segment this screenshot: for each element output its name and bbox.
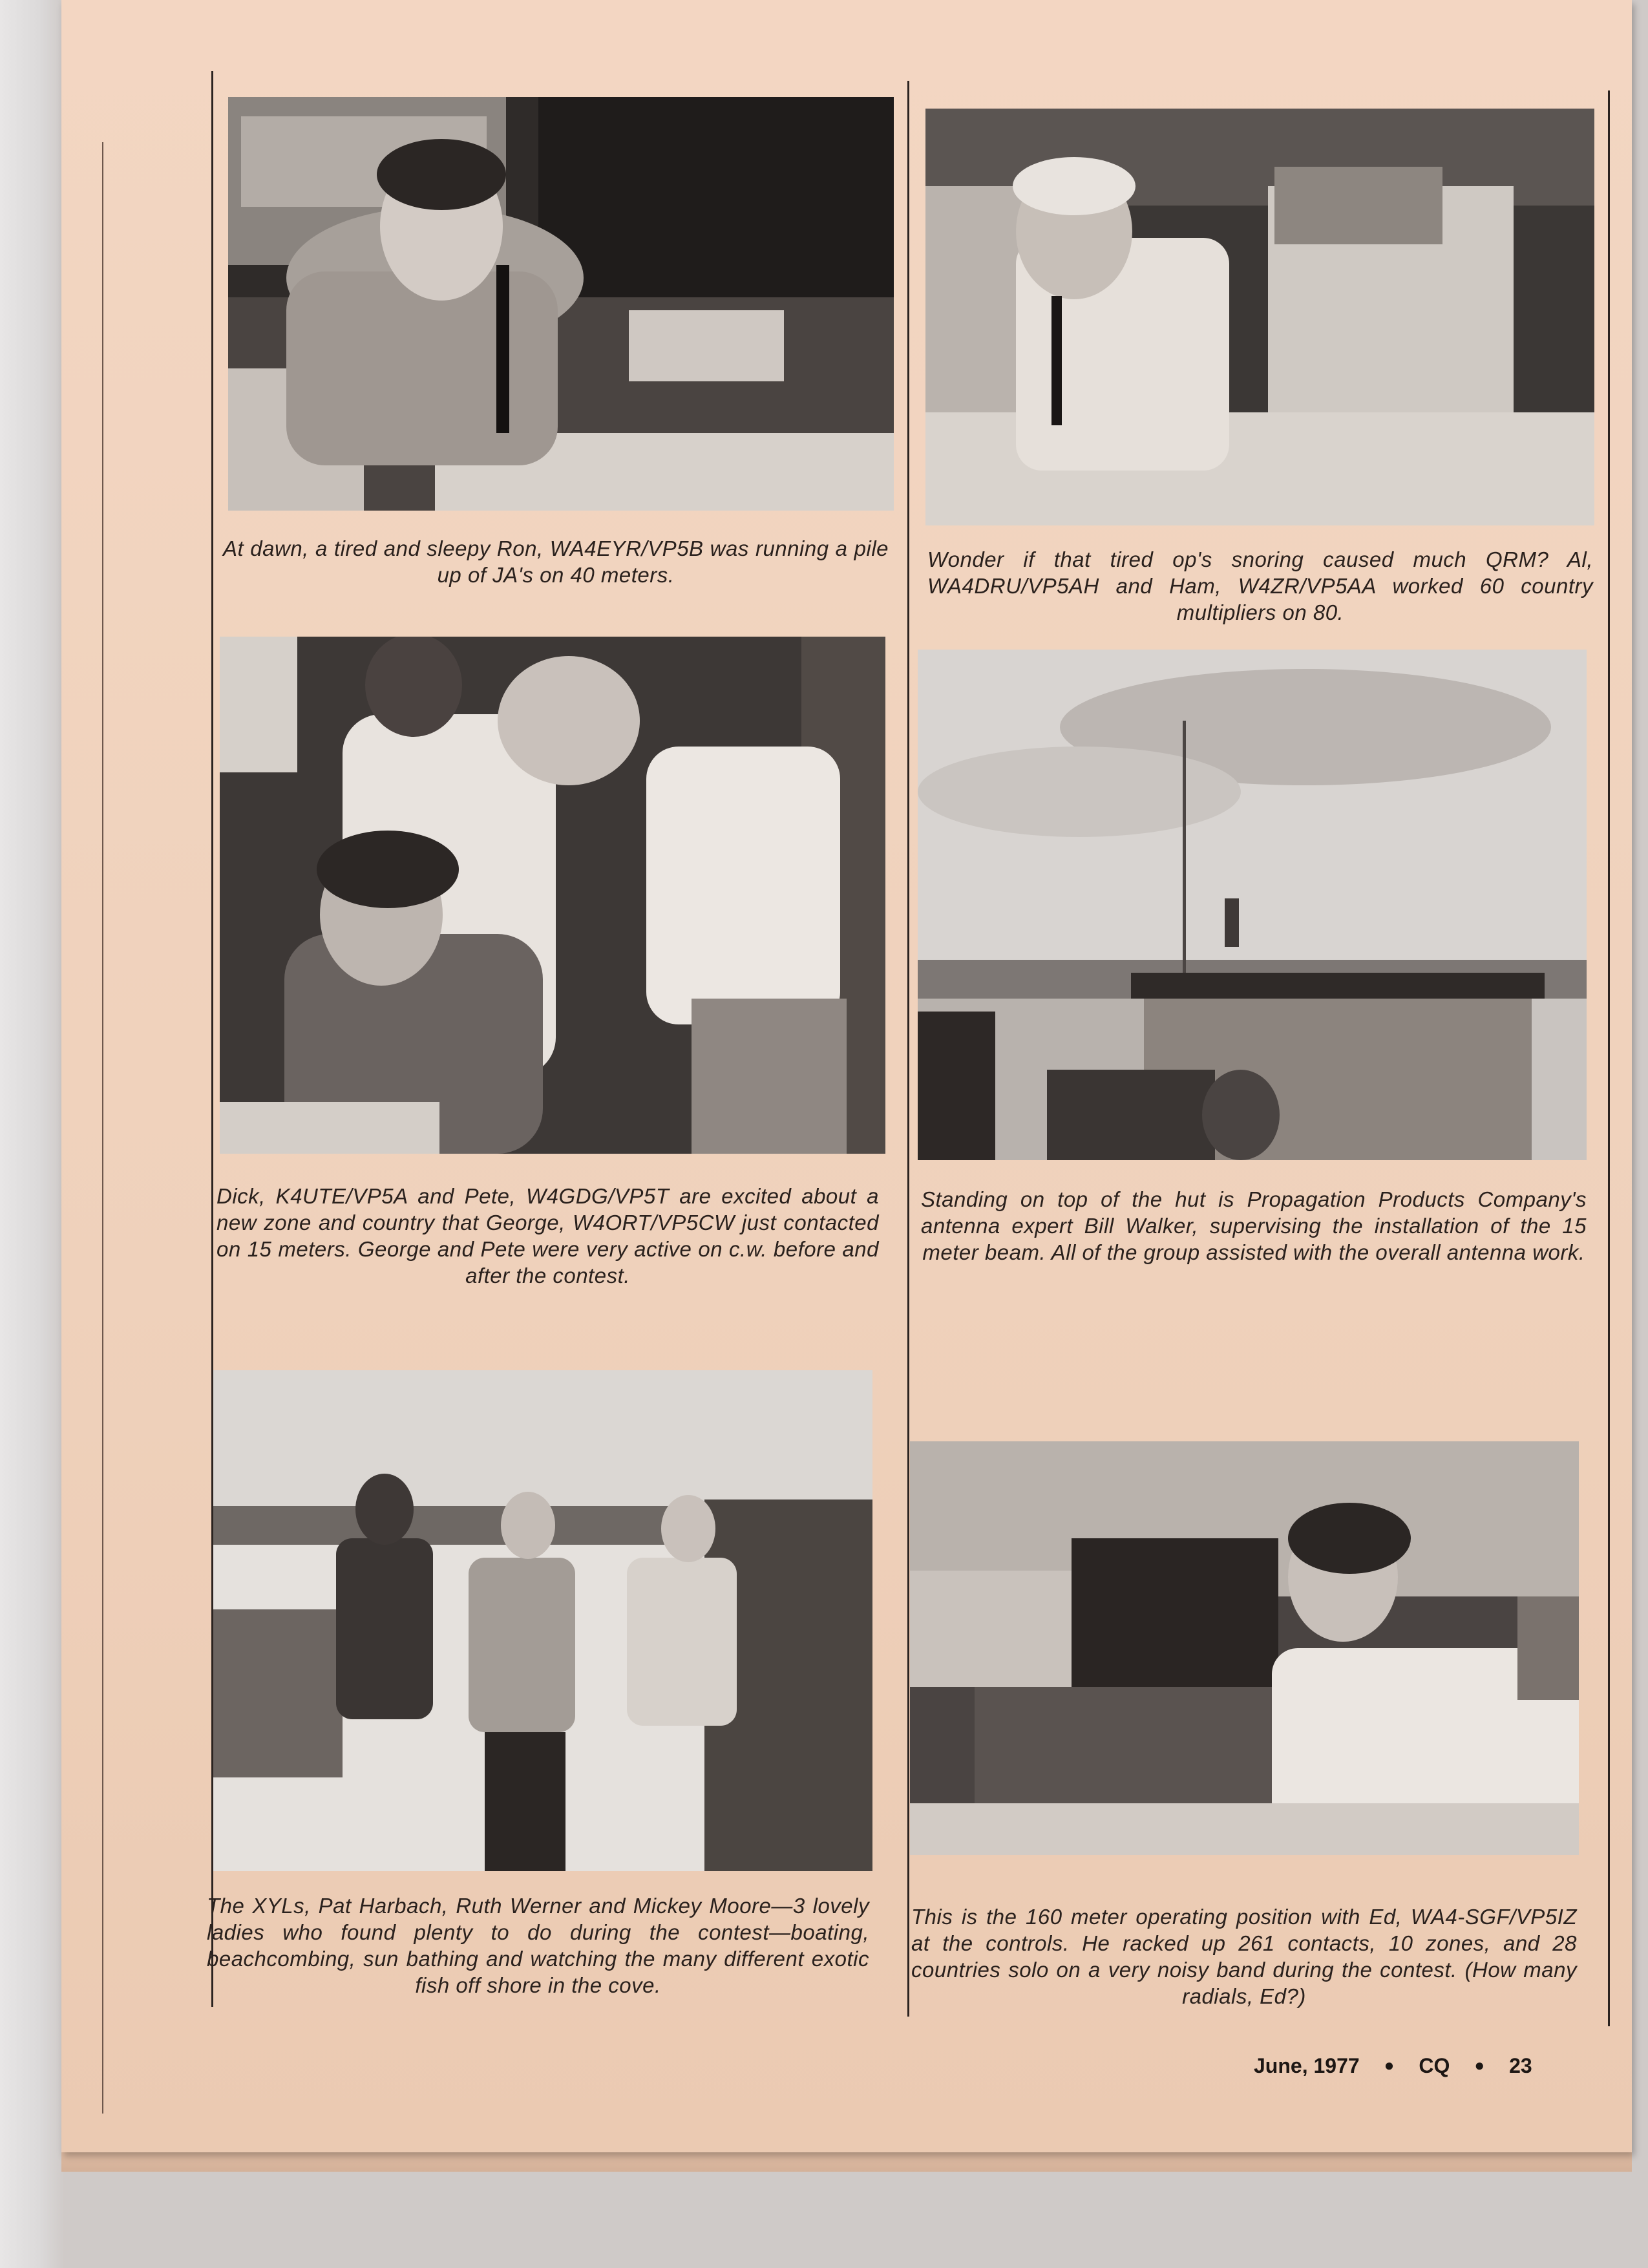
- photo-ron-operating: [228, 97, 894, 511]
- caption-ron: At dawn, a tired and sleepy Ron, WA4EYR/VP5B was running a pile up of JA's on 40 meters.: [223, 536, 889, 587]
- photo-sleeping-operator: [925, 109, 1594, 525]
- photo-xyls: [213, 1370, 872, 1871]
- photo-dick-and-pete: [220, 637, 885, 1154]
- caption-sleeping-op: Wonder if that tired op's snoring caused much QRM? Al, WA4DRU/VP5AH and Ham, W4ZR/VP5AA worked 60 country multipliers on 80.: [927, 547, 1593, 624]
- photo-160-meter-position: [910, 1441, 1579, 1855]
- page-number: 23: [1509, 2054, 1532, 2077]
- caption-xyls: The XYLs, Pat Harbach, Ruth Werner and Mickey Moore—3 lovely ladies who found plenty to do during the contest—boating, beachcombing, sun bathing and watching the many different exotic fish off shore in the cove.: [207, 1894, 869, 1997]
- bullet-icon: ●: [1384, 2055, 1395, 2075]
- caption-dick-and-pete: Dick, K4UTE/VP5A and Pete, W4GDG/VP5T are excited about a new zone and country that George, W4ORT/VP5CW just contacted on 15 meters. George and Pete were very active on c.w. before and after the contest.: [217, 1184, 879, 1288]
- caption-160-meter: This is the 160 meter operating position with Ed, WA4-SGF/VP5IZ at the controls. He racked up 261 contacts, 10 zones, and 28 countries solo on a very noisy band during the contest. (How many radials, Ed?): [911, 1905, 1577, 2008]
- magazine-name: CQ: [1419, 2054, 1450, 2077]
- bullet-icon: ●: [1474, 2055, 1485, 2075]
- caption-antenna-hut: Standing on top of the hut is Propagation Products Company's antenna expert Bill Walker, supervising the installation of the 15 meter beam. All of the group assisted with the overall antenna work.: [921, 1187, 1587, 1264]
- issue-date: June, 1977: [1254, 2054, 1360, 2077]
- page-footer: [1254, 2054, 1532, 2078]
- photo-antenna-hut: [918, 650, 1587, 1160]
- page-edge-rule: [102, 142, 103, 2114]
- center-column-rule: [907, 81, 909, 2017]
- right-column-rule: [1608, 90, 1610, 2026]
